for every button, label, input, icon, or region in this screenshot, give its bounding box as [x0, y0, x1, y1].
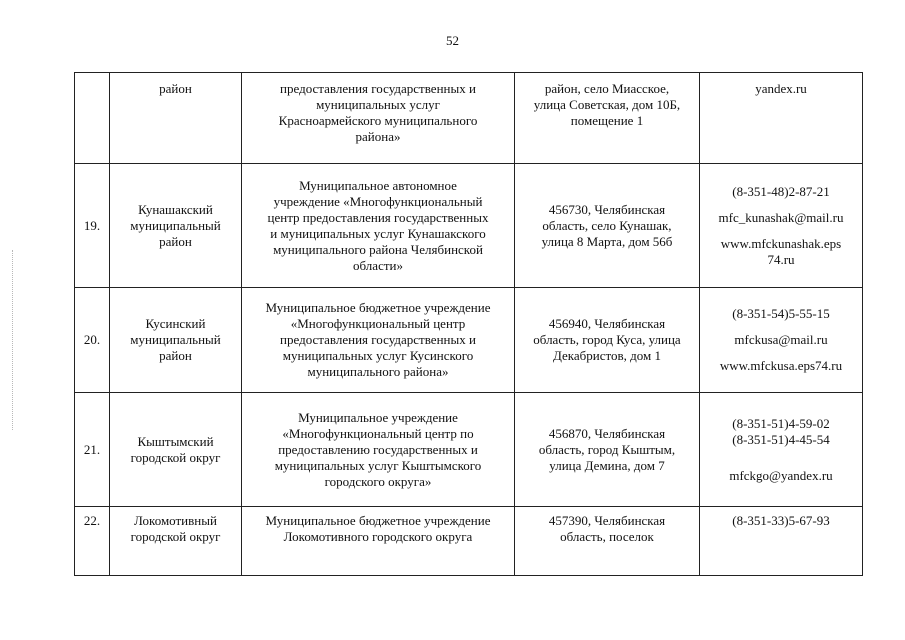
district-cell: Локомотивный городской округ	[110, 507, 242, 576]
address-cell: 456870, Челябинская область, город Кыштым, улица Демина, дом 7	[515, 393, 700, 507]
address-cell: 457390, Челябинская область, поселок	[515, 507, 700, 576]
table-row	[75, 393, 863, 507]
phone-text: (8-351-51)4-59-02	[732, 415, 830, 431]
district-cell: район	[110, 73, 242, 164]
contacts-cell	[700, 393, 863, 507]
contacts-cell	[700, 288, 863, 393]
address-cell: район, село Миасское, улица Советская, дом 10Б, помещение 1	[515, 73, 700, 164]
website-link[interactable]: www.mfckusa.eps74.ru	[719, 358, 843, 373]
contacts-cell	[700, 164, 863, 288]
organization-cell: Муниципальное бюджетное учреждение Локомотивного городского округа	[242, 507, 515, 576]
table-row-continued	[75, 73, 863, 164]
phone-text: (8-351-48)2-87-21	[732, 183, 830, 199]
row-number-cell: 20.	[75, 288, 110, 393]
email-link[interactable]: mfc_kunashak@mail.ru	[718, 209, 844, 225]
organization-cell: Муниципальное бюджетное учреждение «Многофункциональный центр предоставления государственных и муниципальных услуг Кусинского муниципального района»	[242, 288, 515, 393]
table-row	[75, 507, 863, 576]
table-row	[75, 164, 863, 288]
phone-text: (8-351-54)5-55-15	[732, 306, 830, 321]
row-number-cell: 21.	[75, 393, 110, 507]
margin-mark	[12, 250, 14, 430]
contacts-cell: yandex.ru	[700, 73, 863, 164]
district-cell: Кыштымский городской округ	[110, 393, 242, 507]
website-link[interactable]: www.mfckunashak.eps 74.ru	[720, 235, 842, 267]
page-number: 52	[446, 33, 459, 48]
organization-cell: Муниципальное автономное учреждение «Многофункциональный центр предоставления государственных и муниципальных услуг Кунашакского муниципального района Челябинской области»	[242, 164, 515, 288]
organization-cell: Муниципальное учреждение «Многофункциональный центр по предоставлению государственных и муниципальных услуг Кыштымского городского округа»	[242, 393, 515, 507]
email-link[interactable]: mfckusa@mail.ru	[734, 332, 828, 347]
row-number-cell: 19.	[75, 164, 110, 288]
organization-cell: предоставления государственных и муниципальных услуг Красноармейского муниципального района»	[242, 73, 515, 164]
table-row	[75, 288, 863, 393]
address-cell: 456940, Челябинская область, город Куса, улица Декабристов, дом 1	[515, 288, 700, 393]
contacts-cell	[700, 507, 863, 576]
email-link[interactable]: mfckgo@yandex.ru	[729, 467, 833, 483]
address-cell: 456730, Челябинская область, село Кунашак, улица 8 Марта, дом 56б	[515, 164, 700, 288]
district-cell: Кунашакский муниципальный район	[110, 164, 242, 288]
row-number-cell	[75, 73, 110, 164]
phone-text-secondary: (8-351-51)4-45-54	[732, 431, 830, 447]
phone-text: (8-351-33)5-67-93	[732, 513, 830, 528]
row-number-cell: 22.	[75, 507, 110, 576]
mfc-registry-table	[74, 72, 863, 576]
district-cell: Кусинский муниципальный район	[110, 288, 242, 393]
